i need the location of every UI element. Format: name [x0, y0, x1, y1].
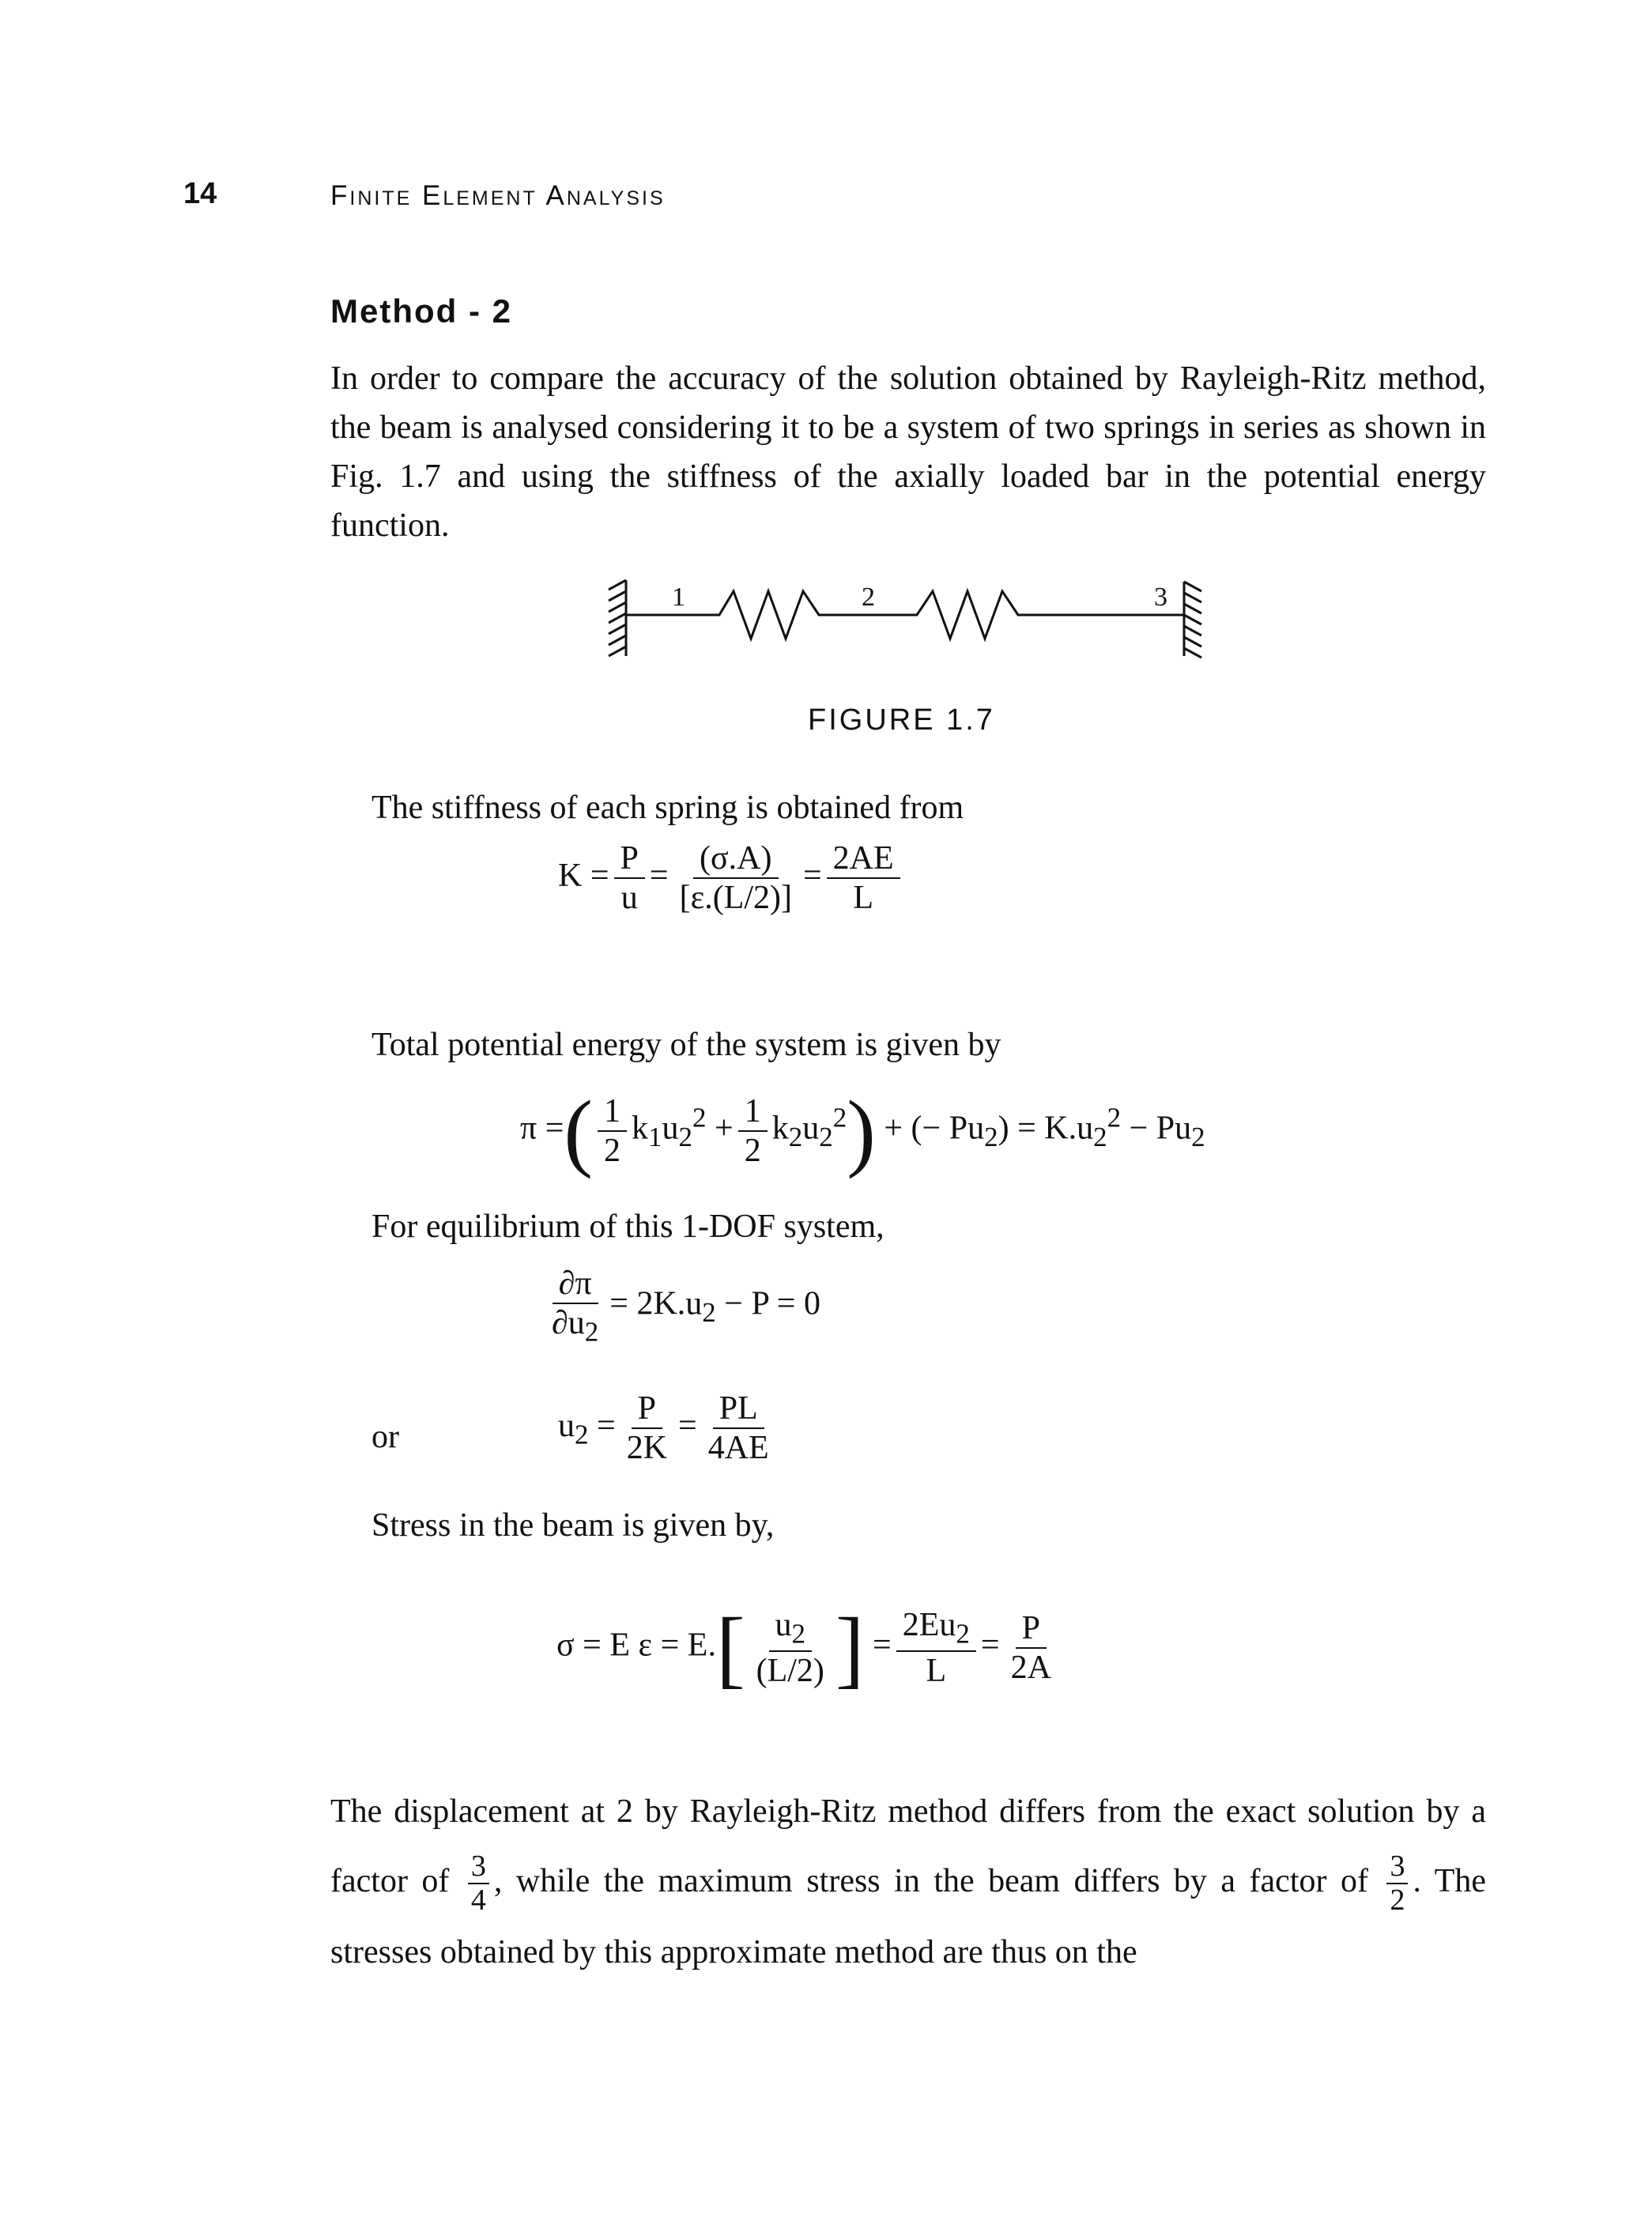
closing-paragraph	[330, 1777, 1486, 1987]
stress-intro: Stress in the beam is given by,	[372, 1507, 775, 1544]
spring-system-figure	[601, 574, 1217, 684]
node-label-2: 2	[862, 583, 875, 612]
closing-text-1: The displacement at 2 by Rayleigh-Ritz method differs from the exact solution by a factor of	[330, 1793, 1486, 1899]
stiffness-equation: K = $\frac{P}{u}$ = $\frac{(\sigma.A)}{[\varepsilon.(L/2)]}$ = $\frac{2AE}{L}$	[558, 839, 905, 918]
factor-stress: $\frac{3}{2}$	[1386, 1850, 1408, 1918]
running-title: Finite Element Analysis	[330, 180, 666, 211]
closing-text-2: , while the maximum stress in the beam differs by a factor of	[493, 1863, 1368, 1899]
stress-equation: σ = E ε = E.[ $\frac{u_2}{(L/2)}$ ] = $\frac{2Eu_2}{L}$ = $\frac{P}{2A}$	[556, 1600, 1051, 1696]
page-number: 14	[183, 177, 217, 210]
displacement-equation: $u_2$ = $\frac{P}{2K}$ = $\frac{PL}{4AE}$	[558, 1390, 769, 1467]
node-label-1: 1	[672, 583, 685, 612]
intro-paragraph: In order to compare the accuracy of the solution obtained by Rayleigh-Ritz method, the beam is analysed considering it to be a system of two springs in series as shown in Fig. 1.7 and using the stiffness of the axially loaded bar in the potential energy function.	[330, 360, 1486, 544]
closing-text-3: . The stresses obtained by this approximate method are thus on the	[330, 1863, 1487, 1971]
node-label-3: 3	[1154, 583, 1167, 612]
equilibrium-equation: $\frac{\partial\pi}{\partial u_2}$ = $2K.u_2 - P = 0$	[552, 1265, 820, 1348]
potential-equation: π =( $\frac{1}{2}$ $k_1u_2^2$ + $\frac{1}{2}$ $k_2u_2^2$) + (− $Pu_2) = K.u_2^2 - Pu_2$	[520, 1083, 1205, 1179]
or-label: or	[372, 1419, 399, 1455]
section-title: Method - 2	[330, 292, 512, 330]
equilibrium-intro: For equilibrium of this 1-DOF system,	[372, 1209, 884, 1245]
figure-caption: FIGURE 1.7	[808, 703, 995, 737]
factor-displacement: $\frac{3}{4}$	[468, 1850, 489, 1918]
potential-intro: Total potential energy of the system is given by	[372, 1027, 1001, 1063]
stiffness-intro: The stiffness of each spring is obtained from	[372, 790, 964, 826]
